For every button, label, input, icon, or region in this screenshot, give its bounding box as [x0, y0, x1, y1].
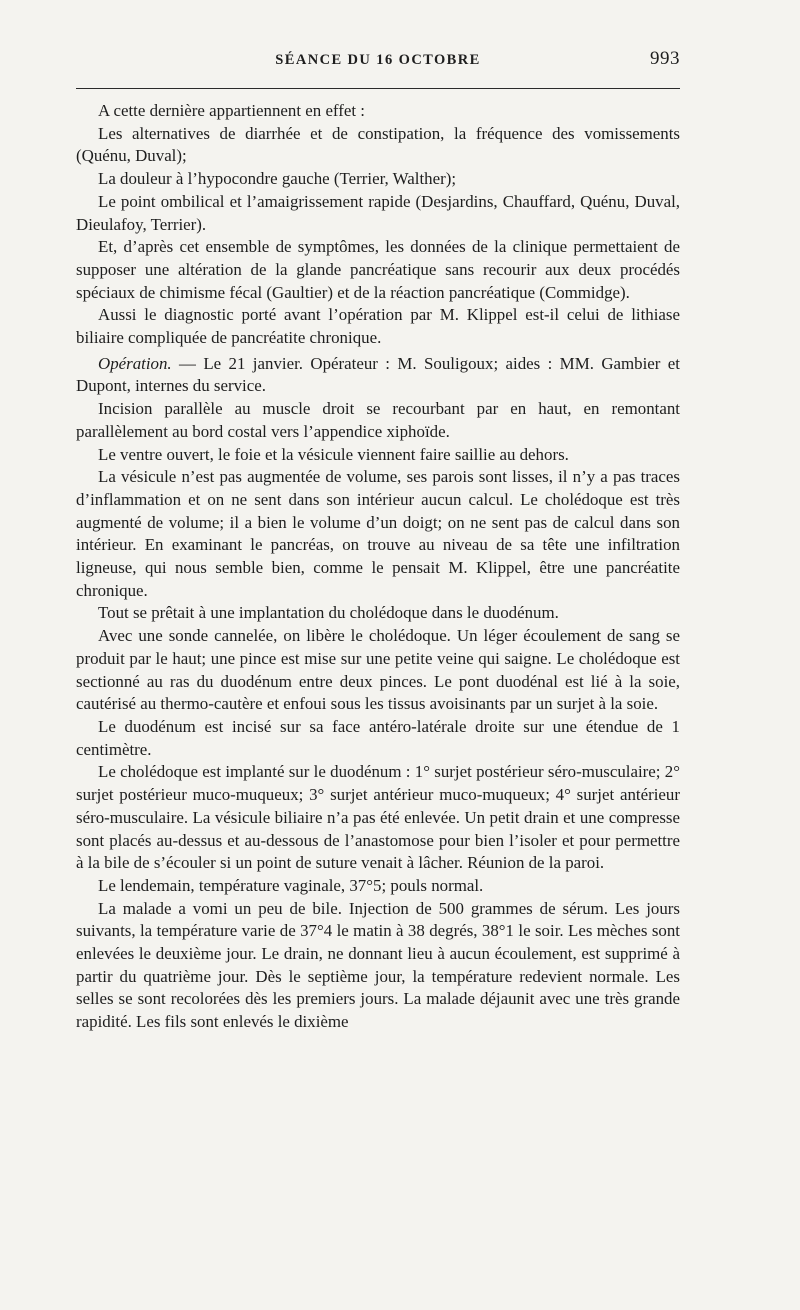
running-title: SÉANCE DU 16 OCTOBRE: [275, 52, 481, 68]
operation-paragraph: [76, 353, 680, 398]
operation-label: Opération.: [98, 353, 172, 373]
paragraph: A cette dernière appartiennent en effet :: [98, 101, 365, 120]
paragraph: Aussi le diagnostic porté avant l’opération par M. Klippel est-il celui de lithiase biliaire compliquée de pancréatite chronique.: [76, 305, 680, 348]
paragraph: Le point ombilical et l’amaigrissement rapide (Desjardins, Chauffard, Quénu, Duval, Dieulafoy, Terrier).: [76, 191, 680, 234]
paragraph: Avec une sonde cannelée, on libère le cholédoque. Un léger écoulement de sang se produit par le haut; une pince est mise sur une petite veine qui saigne. Le cholédoque est sectionné au ras du duodénum entre deux pinces. Le pont duodénal est lié à la soie, cautérisé au thermo-cautère et enfoui sous les tissus avoisinants par un surjet à la soie.: [76, 626, 680, 714]
paragraph: Les alternatives de diarrhée et de constipation, la fréquence des vomissements (Quénu, Duval);: [76, 123, 680, 166]
paragraph: Le lendemain, température vaginale, 37°5; pouls normal.: [98, 875, 484, 895]
header-rule: [76, 88, 680, 89]
page-header: [76, 48, 680, 74]
paragraph: La douleur à l’hypocondre gauche (Terrier, Walther);: [98, 169, 457, 189]
body-text: [76, 100, 680, 1034]
paragraph: Incision parallèle au muscle droit se recourbant par en haut, en remontant parallèlement au bord costal vers l’appendice xiphoïde.: [76, 399, 680, 441]
page-number: 993: [650, 48, 680, 69]
paragraph: Tout se prêtait à une implantation du cholédoque dans le duodénum.: [98, 603, 559, 623]
paragraph: Le cholédoque est implanté sur le duodénum : 1° surjet postérieur séro-musculaire; 2° surjet postérieur muco-muqueux; 3° surjet antérieur muco-muqueux; 4° surjet antérieur séro-musculaire. La vésicule biliaire n’a pas été enlevée. Un petit drain et une compresse sont placés au-dessus et au-dessous de l’anastomose pour bien l’isoler et pour permettre à la bile de s’écouler si un point de suture venait à lâcher. Réunion de la paroi.: [76, 762, 680, 873]
paragraph: La vésicule n’est pas augmentée de volume, ses parois sont lisses, il n’y a pas traces d’inflammation et on ne sent dans son intérieur aucun calcul. Le cholédoque est très augmenté de volume; il a bien le volume d’un doigt; on ne sent pas de calcul dans son intérieur. En examinant le pancréas, on trouve au niveau de sa tête une infiltration ligneuse, qui nous semble bien, comme le pensait M. Klippel, être une pancréatite chronique.: [76, 467, 680, 600]
paragraph: Et, d’après cet ensemble de symptômes, les données de la clinique permettaient de supposer une altération de la glande pancréatique sans recourir aux deux procédés spéciaux de chimisme fécal (Gaultier) et de la réaction pancréatique (Commidge).: [76, 237, 680, 302]
paragraph: Le ventre ouvert, le foie et la vésicule viennent faire saillie au dehors.: [98, 444, 569, 464]
operation-text: — Le 21 janvier. Opérateur : M. Souligoux; aides : MM. Gambier et Dupont, internes du service.: [76, 353, 680, 396]
paragraph: La malade a vomi un peu de bile. Injection de 500 grammes de sérum. Les jours suivants, la température varie de 37°4 le matin à 38 degrés, 38°1 le soir. Les mèches sont enlevées le deuxième jour. Le drain, ne donnant lieu à aucun écoulement, est supprimé à partir du quatrième jour. Dès le septième jour, la température redevient normale. Les selles se sont recolorées dès les premiers jours. La malade déjaunit avec une très grande rapidité. Les fils sont enlevés le dixième: [76, 898, 680, 1032]
paragraph: Le duodénum est incisé sur sa face antéro-latérale droite sur une étendue de 1 centimètre.: [76, 716, 680, 759]
